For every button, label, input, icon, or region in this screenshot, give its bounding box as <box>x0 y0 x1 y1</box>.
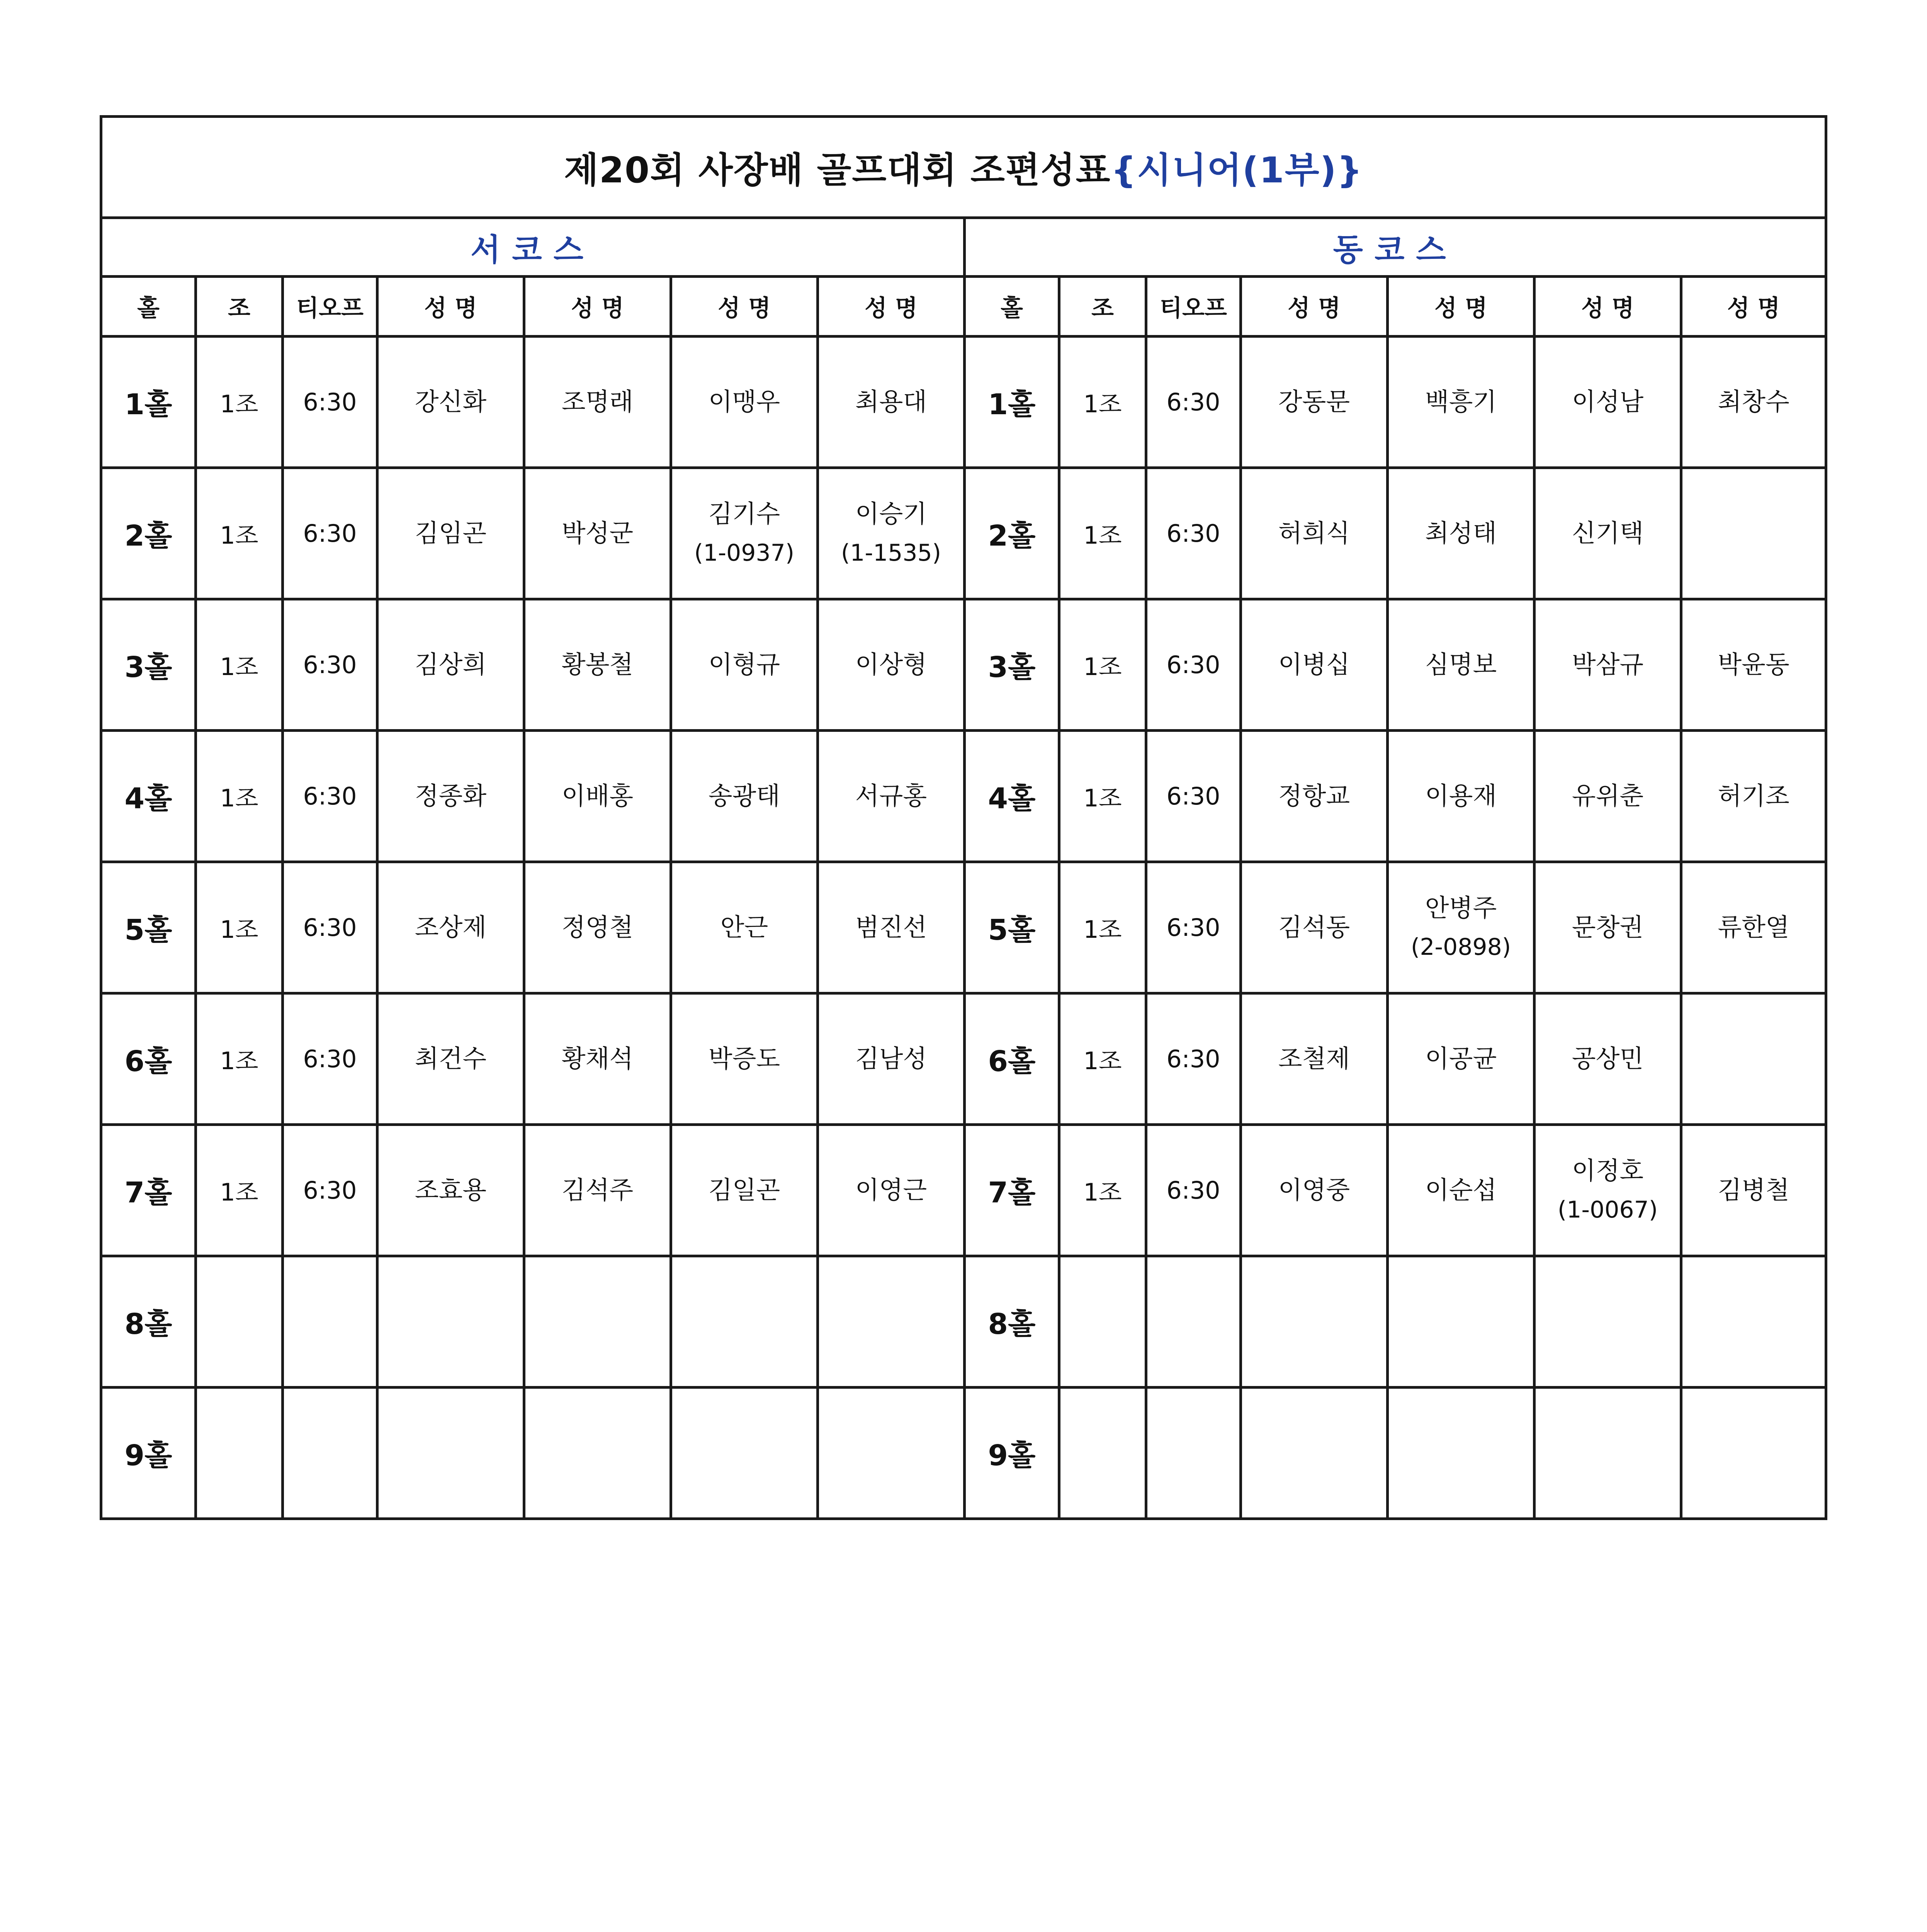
player-name: 조명래 <box>561 388 634 417</box>
tee-time-cell: 6:30 <box>1146 599 1241 731</box>
hole-cell: 5홀 <box>101 862 196 993</box>
tee-time-cell: 6:30 <box>283 599 377 731</box>
player-cell <box>1388 1125 1534 1256</box>
player-cell <box>1388 599 1534 731</box>
header-tee: 티오프 <box>1146 277 1241 337</box>
player-cell <box>1681 993 1826 1125</box>
player-cell <box>1534 862 1681 993</box>
player-cell <box>1388 1388 1534 1519</box>
player-cell <box>377 731 524 862</box>
table-row <box>101 1125 1826 1256</box>
player-name: 김석주 <box>561 1176 634 1205</box>
player-cell <box>1241 862 1388 993</box>
player-cell <box>1681 468 1826 599</box>
player-cell <box>671 599 818 731</box>
player-cell <box>524 1125 671 1256</box>
player-name: 박삼규 <box>1572 650 1644 679</box>
title-accent: {시니어(1부)} <box>1111 149 1363 191</box>
header-name: 성 명 <box>377 277 524 337</box>
player-name: 이형규 <box>708 650 780 679</box>
player-cell <box>524 731 671 862</box>
header-name: 성 명 <box>1388 277 1534 337</box>
player-cell <box>818 1256 965 1388</box>
table-row <box>101 862 1826 993</box>
hole-cell: 1홀 <box>101 337 196 468</box>
player-cell <box>377 1125 524 1256</box>
group-cell: 1조 <box>1059 468 1146 599</box>
player-name: 정영철 <box>561 913 634 942</box>
group-cell <box>196 1388 283 1519</box>
course-row <box>101 218 1826 277</box>
player-name: 심명보 <box>1425 650 1497 679</box>
player-cell <box>1534 1125 1681 1256</box>
player-id: (1-1535) <box>841 539 941 566</box>
player-name: 정항교 <box>1278 782 1350 811</box>
tee-time-cell: 6:30 <box>283 337 377 468</box>
tee-time-cell: 6:30 <box>283 862 377 993</box>
player-cell <box>524 862 671 993</box>
player-cell <box>818 862 965 993</box>
player-id: (1-0067) <box>1557 1196 1658 1223</box>
header-name: 성 명 <box>1681 277 1826 337</box>
group-cell: 1조 <box>1059 731 1146 862</box>
player-cell <box>818 1125 965 1256</box>
player-name: 백흥기 <box>1425 388 1497 417</box>
player-cell <box>1388 468 1534 599</box>
tee-time-cell <box>1146 1256 1241 1388</box>
group-cell: 1조 <box>196 1125 283 1256</box>
player-name: 박윤동 <box>1718 650 1789 679</box>
tee-time-cell: 6:30 <box>1146 862 1241 993</box>
table-row <box>101 731 1826 862</box>
table-row <box>101 993 1826 1125</box>
player-name: 최건수 <box>415 1044 487 1073</box>
header-name: 성 명 <box>818 277 965 337</box>
player-cell <box>818 993 965 1125</box>
player-name: 김임곤 <box>415 519 487 548</box>
player-cell <box>1681 1388 1826 1519</box>
header-name: 성 명 <box>1534 277 1681 337</box>
player-name: 이상형 <box>855 650 927 679</box>
player-cell <box>1534 468 1681 599</box>
player-cell <box>377 1388 524 1519</box>
header-name: 성 명 <box>1241 277 1388 337</box>
hole-cell: 8홀 <box>101 1256 196 1388</box>
group-cell: 1조 <box>196 468 283 599</box>
hole-cell: 9홀 <box>965 1388 1059 1519</box>
player-cell <box>1681 1125 1826 1256</box>
hole-cell: 4홀 <box>965 731 1059 862</box>
tee-time-cell: 6:30 <box>1146 993 1241 1125</box>
player-cell <box>524 993 671 1125</box>
player-cell <box>818 468 965 599</box>
tee-time-cell <box>283 1388 377 1519</box>
player-cell <box>1388 1256 1534 1388</box>
hole-cell: 3홀 <box>101 599 196 731</box>
group-cell: 1조 <box>196 862 283 993</box>
group-cell: 1조 <box>196 337 283 468</box>
player-cell <box>671 731 818 862</box>
player-name: 이순섭 <box>1425 1176 1497 1205</box>
player-cell <box>1241 1125 1388 1256</box>
player-name: 안근 <box>720 913 768 942</box>
player-cell <box>377 599 524 731</box>
player-name: 강신화 <box>415 388 487 417</box>
player-name: 김상희 <box>415 650 487 679</box>
tee-time-cell: 6:30 <box>1146 1125 1241 1256</box>
group-cell <box>1059 1256 1146 1388</box>
course-east-header: 동코스 <box>965 218 1826 277</box>
player-cell <box>1534 731 1681 862</box>
title-row <box>101 117 1826 218</box>
group-cell: 1조 <box>196 599 283 731</box>
tee-time-cell: 6:30 <box>1146 468 1241 599</box>
table-row <box>101 1388 1826 1519</box>
player-cell <box>671 1125 818 1256</box>
player-id: (1-0937) <box>694 539 795 566</box>
group-cell: 1조 <box>1059 599 1146 731</box>
player-cell <box>671 993 818 1125</box>
player-cell <box>1681 862 1826 993</box>
tee-time-cell: 6:30 <box>283 1125 377 1256</box>
player-name: 황봉철 <box>561 650 634 679</box>
header-tee: 티오프 <box>283 277 377 337</box>
player-name: 김남성 <box>855 1044 927 1073</box>
player-name: 이승기 <box>855 500 927 529</box>
player-name: 이영근 <box>855 1176 927 1205</box>
player-name: 박성군 <box>561 519 634 548</box>
player-name: 김기수 <box>708 500 780 529</box>
group-cell: 1조 <box>196 993 283 1125</box>
player-cell <box>1241 599 1388 731</box>
player-name: 황채석 <box>561 1044 634 1073</box>
player-cell <box>818 731 965 862</box>
player-cell <box>818 337 965 468</box>
tee-time-cell: 6:30 <box>1146 337 1241 468</box>
player-name: 이정호 <box>1572 1156 1644 1185</box>
table-row <box>101 599 1826 731</box>
player-cell <box>1388 993 1534 1125</box>
player-cell <box>1241 337 1388 468</box>
pairing-table <box>100 115 1827 1520</box>
header-group: 조 <box>1059 277 1146 337</box>
player-cell <box>818 1388 965 1519</box>
player-cell <box>1241 468 1388 599</box>
player-name: 공상민 <box>1572 1044 1644 1073</box>
player-cell <box>671 468 818 599</box>
tee-time-cell <box>1146 1388 1241 1519</box>
player-cell <box>377 337 524 468</box>
player-name: 이용재 <box>1425 782 1497 811</box>
player-name: 정종화 <box>415 782 487 811</box>
player-cell <box>1241 731 1388 862</box>
hole-cell: 8홀 <box>965 1256 1059 1388</box>
group-cell: 1조 <box>1059 993 1146 1125</box>
player-cell <box>1534 1388 1681 1519</box>
player-name: 최창수 <box>1718 388 1789 417</box>
hole-cell: 7홀 <box>101 1125 196 1256</box>
player-name: 이공균 <box>1425 1044 1497 1073</box>
player-cell <box>377 862 524 993</box>
player-cell <box>1241 1388 1388 1519</box>
player-name: 허기조 <box>1718 782 1789 811</box>
player-name: 서규홍 <box>855 782 927 811</box>
title-main: 제20회 사장배 골프대회 조편성표 <box>564 149 1111 191</box>
player-name: 강동문 <box>1278 388 1350 417</box>
hole-cell: 6홀 <box>965 993 1059 1125</box>
hole-cell: 3홀 <box>965 599 1059 731</box>
header-hole: 홀 <box>965 277 1059 337</box>
document-title <box>101 117 1826 218</box>
player-cell <box>1241 993 1388 1125</box>
player-name: 조철제 <box>1278 1044 1350 1073</box>
player-name: 김일곤 <box>708 1176 780 1205</box>
player-cell <box>1681 1256 1826 1388</box>
group-cell: 1조 <box>1059 1125 1146 1256</box>
player-name: 이영중 <box>1278 1176 1350 1205</box>
player-cell <box>377 1256 524 1388</box>
hole-cell: 4홀 <box>101 731 196 862</box>
player-name: 안병주 <box>1425 894 1497 923</box>
player-name: 최성태 <box>1425 519 1497 548</box>
player-name: 조상제 <box>415 913 487 942</box>
player-name: 김병철 <box>1718 1176 1789 1205</box>
player-name: 류한열 <box>1718 913 1789 942</box>
tee-time-cell: 6:30 <box>283 993 377 1125</box>
player-cell <box>1388 862 1534 993</box>
hole-cell: 1홀 <box>965 337 1059 468</box>
hole-cell: 7홀 <box>965 1125 1059 1256</box>
player-cell <box>1681 599 1826 731</box>
player-cell <box>1681 337 1826 468</box>
group-cell: 1조 <box>196 731 283 862</box>
player-name: 조효용 <box>415 1176 487 1205</box>
table-row <box>101 1256 1826 1388</box>
player-cell <box>671 337 818 468</box>
player-name: 이성남 <box>1572 388 1644 417</box>
hole-cell: 5홀 <box>965 862 1059 993</box>
hole-cell: 6홀 <box>101 993 196 1125</box>
player-name: 최용대 <box>855 388 927 417</box>
tee-time-cell: 6:30 <box>1146 731 1241 862</box>
player-cell <box>1388 731 1534 862</box>
hole-cell: 2홀 <box>101 468 196 599</box>
player-cell <box>671 1388 818 1519</box>
player-cell <box>1388 337 1534 468</box>
player-id: (2-0898) <box>1410 933 1511 961</box>
player-cell <box>524 337 671 468</box>
player-cell <box>1534 337 1681 468</box>
group-cell: 1조 <box>1059 862 1146 993</box>
player-name: 이맹우 <box>708 388 780 417</box>
hole-cell: 2홀 <box>965 468 1059 599</box>
player-name: 이병십 <box>1278 650 1350 679</box>
player-cell <box>1681 731 1826 862</box>
player-name: 이배홍 <box>561 782 634 811</box>
player-cell <box>524 1388 671 1519</box>
player-cell <box>1534 599 1681 731</box>
header-group: 조 <box>196 277 283 337</box>
tee-time-cell <box>283 1256 377 1388</box>
player-cell <box>818 599 965 731</box>
column-header-row <box>101 277 1826 337</box>
player-cell <box>377 993 524 1125</box>
player-name: 김석동 <box>1278 913 1350 942</box>
table-row <box>101 337 1826 468</box>
player-cell <box>671 862 818 993</box>
player-cell <box>377 468 524 599</box>
player-cell <box>524 599 671 731</box>
player-cell <box>1241 1256 1388 1388</box>
header-name: 성 명 <box>524 277 671 337</box>
player-cell <box>1534 993 1681 1125</box>
course-west-header: 서코스 <box>101 218 965 277</box>
hole-cell: 9홀 <box>101 1388 196 1519</box>
player-name: 허희식 <box>1278 519 1350 548</box>
player-cell <box>1534 1256 1681 1388</box>
tee-time-cell: 6:30 <box>283 731 377 862</box>
player-cell <box>524 468 671 599</box>
tee-time-cell: 6:30 <box>283 468 377 599</box>
player-cell <box>524 1256 671 1388</box>
player-name: 문창권 <box>1572 913 1644 942</box>
group-cell: 1조 <box>1059 337 1146 468</box>
player-name: 송광태 <box>708 782 780 811</box>
group-cell <box>1059 1388 1146 1519</box>
header-hole: 홀 <box>101 277 196 337</box>
player-name: 박증도 <box>708 1044 780 1073</box>
player-name: 신기택 <box>1572 519 1644 548</box>
header-name: 성 명 <box>671 277 818 337</box>
player-name: 유위춘 <box>1572 782 1644 811</box>
player-name: 범진선 <box>855 913 927 942</box>
group-cell <box>196 1256 283 1388</box>
player-cell <box>671 1256 818 1388</box>
table-row <box>101 468 1826 599</box>
